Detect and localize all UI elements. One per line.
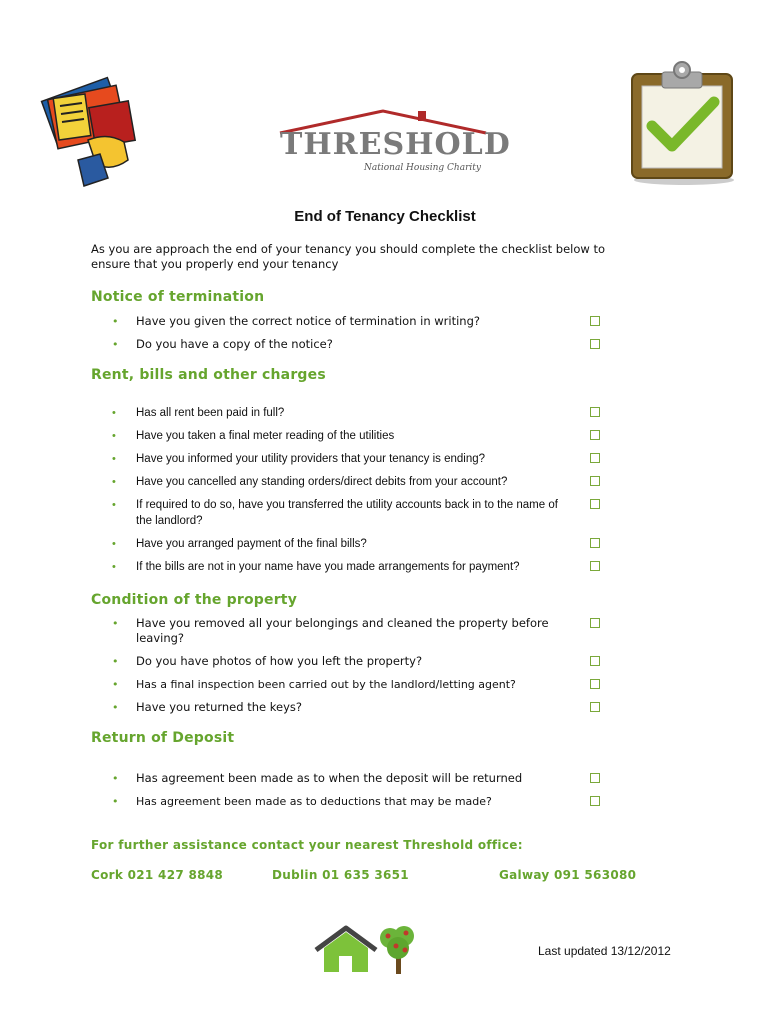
section-heading-notice: Notice of termination [91,289,265,305]
item-text: Has all rent been paid in full? [136,407,285,419]
bullet-icon: • [112,499,116,511]
bullet-icon: • [112,407,116,419]
checkbox-icon[interactable] [590,618,600,628]
clipboard-check-icon [626,60,738,186]
bullet-icon: • [112,538,116,550]
bullet-icon: • [112,795,119,808]
bullet-icon: • [112,315,119,328]
section-heading-deposit: Return of Deposit [91,730,235,746]
item-text: Have you returned the keys? [136,700,302,714]
checklist-rent [112,405,612,582]
list-item [112,677,612,700]
contact-heading: For further assistance contact your nearest Threshold office: [91,838,523,852]
bullet-icon: • [112,701,119,714]
bullet-icon: • [112,338,119,351]
checkbox-icon[interactable] [590,430,600,440]
office-cork: Cork 021 427 8848 [91,868,224,882]
list-item [112,616,612,654]
section-heading-condition: Condition of the property [91,592,298,608]
threshold-logo [278,107,511,177]
item-text: If required to do so, have you transferred the utility accounts back in to the name of the landlord? [136,499,558,527]
checkbox-icon[interactable] [590,453,600,463]
bullet-icon: • [112,678,119,691]
list-item [112,428,612,451]
item-text: Has a final inspection been carried out by the landlord/letting agent? [136,678,516,691]
item-text: Do you have photos of how you left the property? [136,654,423,668]
bullet-icon: • [112,772,119,785]
list-item [112,451,612,474]
item-text: Has agreement been made as to deductions that may be made? [136,795,492,808]
item-text: Has agreement been made as to when the deposit will be returned [136,771,523,785]
list-item [112,497,612,536]
list-item [112,337,612,360]
section-heading-rent: Rent, bills and other charges [91,367,326,383]
list-item [112,314,612,337]
bullet-icon: • [112,655,119,668]
bullet-icon: • [112,617,119,630]
checkbox-icon[interactable] [590,561,600,571]
logo-tagline: National Housing Charity [364,163,481,173]
checklist-condition [112,616,612,723]
page-title: End of Tenancy Checklist [294,208,476,225]
item-text: If the bills are not in your name have you made arrangements for payment? [136,561,520,573]
item-text: Do you have a copy of the notice? [136,337,333,351]
bullet-icon: • [112,453,116,465]
checkbox-icon[interactable] [590,796,600,806]
bullet-icon: • [112,476,116,488]
office-galway: Galway 091 563080 [499,868,637,882]
checklist-deposit [112,771,612,817]
checkbox-icon[interactable] [590,656,600,666]
list-item [112,700,612,723]
item-text: Have you informed your utility providers that your tenancy is ending? [136,453,486,465]
last-updated: Last updated 13/12/2012 [538,944,671,958]
checklist-notice [112,314,612,360]
checkbox-icon[interactable] [590,316,600,326]
list-item [112,405,612,428]
checkbox-icon[interactable] [590,679,600,689]
list-item [112,474,612,497]
checkbox-icon[interactable] [590,476,600,486]
house-tree-icon [312,924,422,976]
list-item [112,559,612,582]
checkbox-icon[interactable] [590,339,600,349]
item-text: Have you taken a final meter reading of the utilities [136,430,395,442]
bullet-icon: • [112,561,116,573]
bullet-icon: • [112,430,116,442]
checkbox-icon[interactable] [590,407,600,417]
item-text: Have you removed all your belongings and cleaned the property before leaving? [136,616,549,645]
item-text: Have you arranged payment of the final bills? [136,538,367,550]
intro-text: As you are approach the end of your tenancy you should complete the checklist below to ensure that you properly end your tenancy [91,242,605,271]
list-item [112,654,612,677]
list-item [112,536,612,559]
checkbox-icon[interactable] [590,702,600,712]
office-dublin: Dublin 01 635 3651 [272,868,409,882]
checkbox-icon[interactable] [590,773,600,783]
logo-wordmark: THRESHOLD [280,127,511,162]
item-text: Have you cancelled any standing orders/direct debits from your account? [136,476,508,488]
list-item [112,771,612,794]
money-hand-icon [38,68,138,188]
list-item [112,794,612,817]
checkbox-icon[interactable] [590,538,600,548]
checkbox-icon[interactable] [590,499,600,509]
item-text: Have you given the correct notice of termination in writing? [136,314,481,328]
